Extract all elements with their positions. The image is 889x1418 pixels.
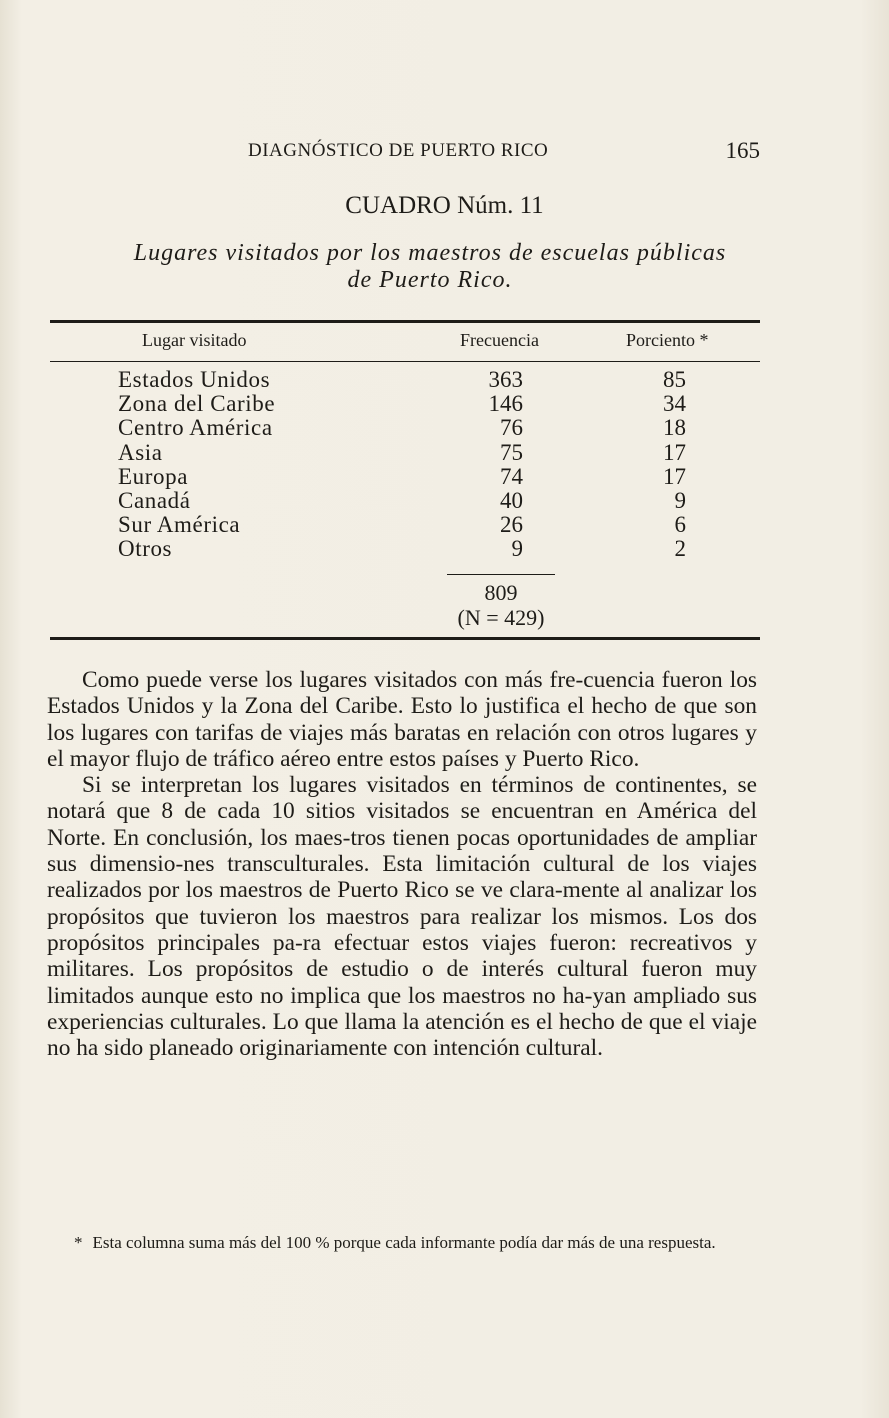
footnote — [42, 1232, 762, 1253]
caption-line-2: de Puerto Rico. — [347, 267, 513, 293]
table-total — [447, 580, 555, 630]
sum-rule — [447, 574, 555, 575]
cell-porciento: 17 — [663, 463, 686, 489]
column-header-porciento: Porciento * — [626, 330, 709, 350]
footnote-text: Esta columna suma más del 100 % porque cada informante podía dar más de una respuesta. — [92, 1233, 716, 1252]
cell-frecuencia: 146 — [488, 391, 523, 417]
cell-frecuencia: 76 — [500, 415, 523, 441]
table-row — [0, 465, 889, 489]
table-body — [0, 368, 889, 562]
paragraph-2: Si se interpretan los lugares visitados en términos de continentes, se notará que 8 de cada 10 sitios visitados se encuentran en América del Norte. En conclusión, los maes-tros tienen pocas oportunidades de ampliar sus dimensio-nes transculturales. Esta limitación cultural de los viajes realizados por los maestros de Puerto Rico se ve clara-mente al analizar los propósitos que tuvieron los maestros para realizar los mismos. Los dos propósitos principales pa-ra efectuar estos viajes fueron: recreativos y militares. Los propósitos de estudio o de interés cultural fueron muy limitados aunque esto no implica que los maestros no ha-yan ampliado sus experiencias culturales. Lo que llama la atención es el hecho de que el viaje no ha sido planeado originariamente con intención cultural. — [47, 772, 757, 1062]
table-row — [0, 537, 889, 561]
cell-lugar: Europa — [118, 463, 189, 489]
total-value: 809 — [484, 580, 518, 605]
cell-frecuencia: 363 — [488, 367, 523, 392]
cell-frecuencia: 74 — [500, 463, 523, 489]
cell-lugar: Sur América — [118, 512, 241, 538]
table-label: CUADRO Núm. 11 — [345, 192, 544, 219]
sample-size: (N = 429) — [457, 605, 545, 630]
column-header-lugar: Lugar visitado — [142, 330, 247, 350]
table-row — [0, 416, 889, 440]
paragraph-1: Como puede verse los lugares visitados con más fre-cuencia fueron los Estados Unidos y la Zona del Caribe. Esto lo justifica el hecho de que son los lugares con tarifas de viajes más baratas en relación con otros lugares y el mayor flujo de tráfico aéreo entre estos países y Puerto Rico. — [47, 667, 757, 772]
cell-frecuencia: 75 — [500, 439, 523, 465]
header-rule — [50, 361, 760, 362]
table-top-rule — [50, 320, 760, 323]
table-row — [0, 392, 889, 416]
cell-lugar: Zona del Caribe — [118, 391, 276, 417]
cell-lugar: Otros — [118, 536, 173, 562]
cell-porciento: 17 — [663, 439, 686, 465]
cell-porciento: 18 — [663, 415, 686, 441]
column-header-frecuencia: Frecuencia — [460, 330, 539, 350]
table-row — [0, 441, 889, 465]
cell-frecuencia: 40 — [500, 487, 523, 513]
cell-frecuencia: 9 — [511, 536, 523, 562]
cell-lugar: Canadá — [118, 487, 191, 513]
caption-line-1: Lugares visitados por los maestros de escuelas públicas — [133, 240, 727, 266]
cell-lugar: Centro América — [118, 415, 273, 441]
cell-porciento: 6 — [674, 512, 686, 538]
cell-porciento: 34 — [663, 391, 686, 417]
page-number: 165 — [725, 138, 760, 163]
cell-lugar: Estados Unidos — [118, 367, 271, 392]
body-text — [47, 667, 757, 1061]
cell-lugar: Asia — [118, 439, 163, 465]
running-title: DIAGNÓSTICO DE PUERTO RICO — [248, 140, 549, 161]
running-header — [248, 140, 760, 166]
table-row — [0, 489, 889, 513]
cell-porciento: 85 — [663, 367, 686, 392]
table-row — [0, 513, 889, 537]
table-row — [0, 368, 889, 392]
cell-porciento: 9 — [674, 487, 686, 513]
cell-porciento: 2 — [674, 536, 686, 562]
table-bottom-rule — [50, 637, 760, 640]
table-caption — [50, 240, 810, 294]
footnote-marker: * — [74, 1233, 83, 1252]
cell-frecuencia: 26 — [500, 512, 523, 538]
